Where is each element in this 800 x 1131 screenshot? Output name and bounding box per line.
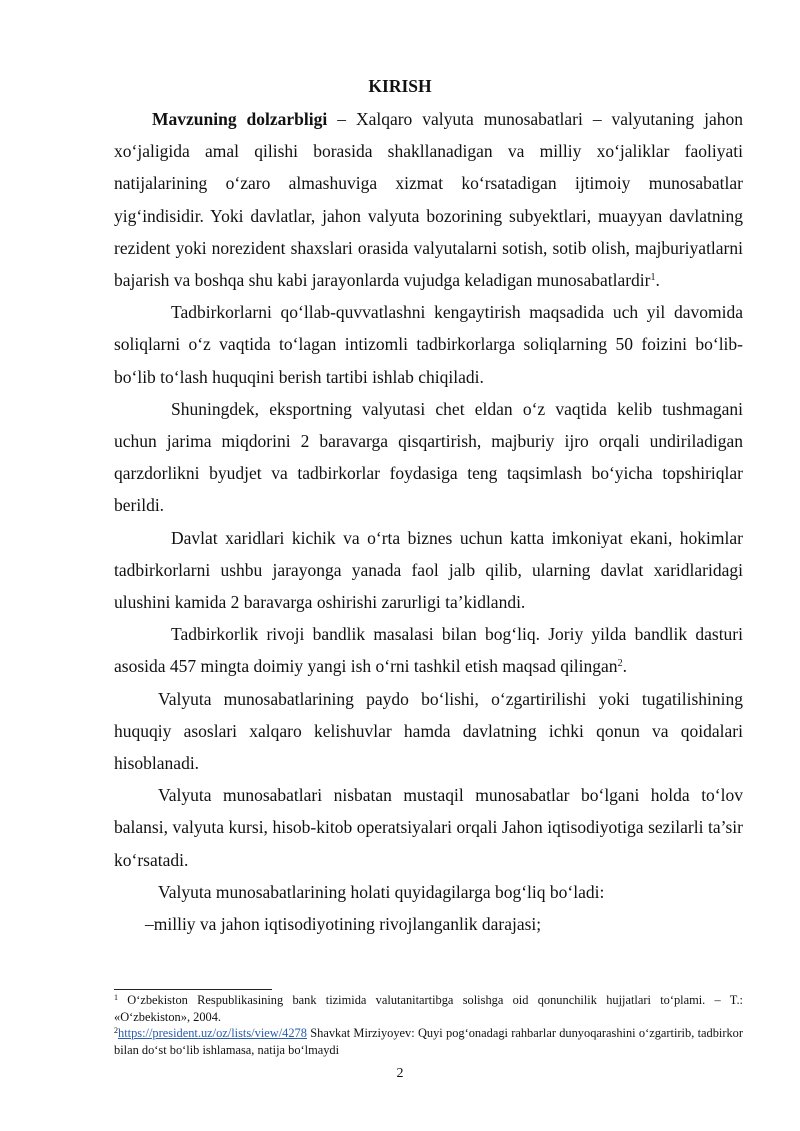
list-item: –milliy va jahon iqtisodiyotining rivojlanganlik darajasi; <box>145 914 542 935</box>
paragraph: Valyuta munosabatlarining holati quyidagilarga bog‘liq bo‘ladi: <box>158 881 605 902</box>
footnote-ref[interactable]: 1 <box>650 272 656 284</box>
paragraph-text: – Xalqaro valyuta munosabatlari – valyutaning jahon xo‘jaligida amal qilishi borasida shakllanadigan va milliy xo‘jaliklar faoliyati natijalarining o‘zaro almashuviga xizmat ko‘rsatadigan ijtimoiy munosabatlar yig‘indisidir. Yoki davlatlar, jahon valyuta bozorining subyektlari, muayyan davlatning rezident yoki norezident shaxslari orasida valyutalarni sotish, sotib olish, majburiyatlarni bajarish va boshqa shu kabi jarayonlarda vujudga keladigan munosabatlardir <box>114 109 744 291</box>
footnote-text: Shavkat Mirziyoyev: Quyi pog‘onadagi rahbarlar dunyoqarashini o‘zgartirib, tadbirkor bilan do‘st bo‘lib ishlamasa, natija bo‘lmaydi <box>114 1026 743 1057</box>
paragraph: Valyuta munosabatlari nisbatan mustaqil munosabatlar bo‘lgani holda to‘lov balansi, valyuta kursi, hisob-kitob operatsiyalari orqali Jahon iqtisodiyotiga sezilarli ta’sir ko‘rsatadi. <box>114 785 743 870</box>
body-text <box>114 103 743 940</box>
footnote-link[interactable]: https://president.uz/oz/lists/view/4278 <box>118 1026 307 1040</box>
paragraph: Valyuta munosabatlarining paydo bo‘lishi, o‘zgartirilishi yoki tugatilishining huquqiy asoslari xalqaro kelishuvlar hamda davlatning ichki qonun va qoidalari hisoblanadi. <box>114 688 743 774</box>
paragraph: Shuningdek, eksportning valyutasi chet eldan o‘z vaqtida kelib tushmagani uchun jarima miqdorini 2 baravarga qisqartirish, majburiy ijro orqali undiriladigan qarzdorlikni byudjet va tadbirkorlar foydasiga teng taqsimlash bo‘yicha topshiriqlar berildi. <box>114 398 743 516</box>
footnote-ref[interactable]: 2 <box>617 658 623 670</box>
paragraph <box>114 618 743 682</box>
relevance-heading: Mavzuning dolzarbligi <box>152 109 328 129</box>
paragraph-text: Tadbirkorlik rivoji bandlik masalasi bilan bog‘liq. Joriy yilda bandlik dasturi asosida 457 mingta doimiy yangi ish o‘rni tashkil etish maqsad qilingan <box>114 624 743 677</box>
footnote-divider <box>114 989 272 990</box>
paragraph-end: . <box>655 270 660 291</box>
footnote-1 <box>114 992 743 1025</box>
paragraph-relevance <box>114 103 743 296</box>
footnote-2 <box>114 1025 743 1058</box>
footnote-text: O‘zbekiston Respublikasining bank tizimida valutanitartibga solishga oid qonunchilik hujjatlari to‘plami. – T.: «O‘zbekiston», 2004. <box>114 993 743 1024</box>
page-number: 2 <box>396 1066 404 1081</box>
footnote-mark: 2 <box>114 1026 118 1035</box>
paragraph: Tadbirkorlarni qo‘llab-quvvatlashni kengaytirish maqsadida uch yil davomida soliqlarni o‘z vaqtida to‘lagan intizomli tadbirkorlarga soliqlarning 50 foizini bo‘lib-bo‘lib to‘lash huquqini berish tartibi ishlab chiqiladi. <box>114 302 743 387</box>
paragraph-end: . <box>622 656 627 677</box>
paragraph: Davlat xaridlari kichik va o‘rta biznes uchun katta imkoniyat ekani, hokimlar tadbirkorlarni ushbu jarayonga yanada faol jalb qilib, ularning davlat xaridlaridagi ulushini kamida 2 baravarga oshirishi zarurligi ta’kidlandi. <box>114 527 743 613</box>
footnote-mark: 1 <box>114 993 118 1002</box>
footnotes <box>114 992 743 1058</box>
page-title: KIRISH <box>368 76 432 96</box>
